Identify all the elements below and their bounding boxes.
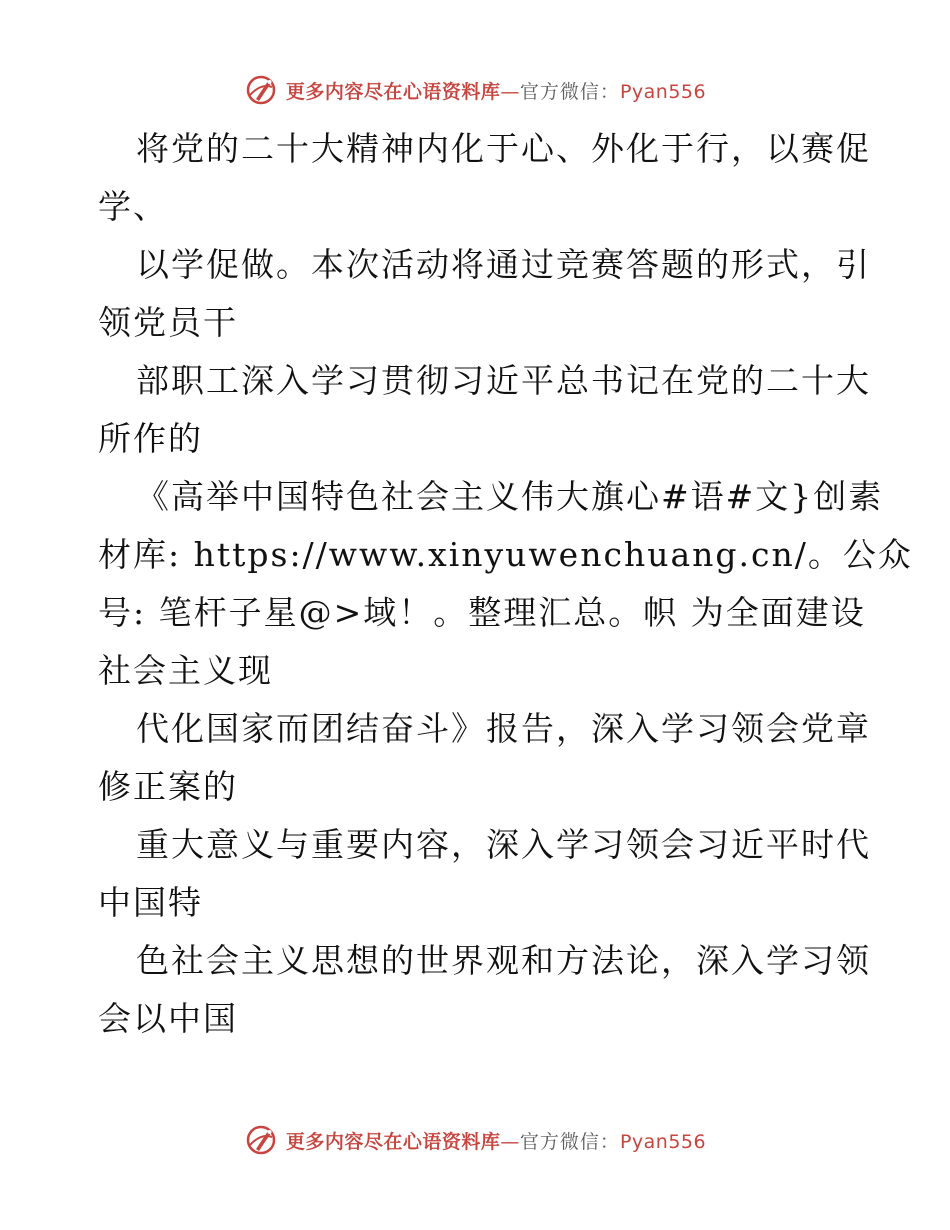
- text-line-7: 《高举中国特色社会主义伟大旗心#语#文}创素: [136, 477, 884, 516]
- text-line-12: 修正案的: [98, 767, 238, 806]
- text-line-13: 重大意义与重要内容，深入学习领会习近平时代: [136, 825, 871, 864]
- text-line-8: 材库: https://www.xinyuwenchuang.cn/。公众: [98, 535, 913, 574]
- text-line-3: 以学促做。本次活动将通过竞赛答题的形式，引: [136, 245, 871, 284]
- header-separator: —: [500, 80, 520, 103]
- text-line-11: 代化国家而团结奋斗》报告，深入学习领会党章: [136, 709, 871, 748]
- header-brand: [286, 77, 706, 104]
- header-wechat-id: Pyan556: [619, 80, 707, 103]
- text-line-2: 学、: [98, 187, 168, 226]
- header-brand-text: 更多内容尽在心语资料库: [285, 80, 501, 103]
- pen-globe-logo-icon: [244, 1123, 278, 1157]
- pen-globe-logo-icon: [244, 73, 278, 107]
- footer-brand: [286, 1127, 706, 1154]
- text-line-4: 领党员干: [98, 303, 238, 342]
- footer-banner: [0, 1120, 950, 1160]
- text-line-5: 部职工深入学习贯彻习近平总书记在党的二十大: [136, 361, 871, 400]
- text-line-6: 所作的: [98, 419, 203, 458]
- header-banner: [0, 70, 950, 110]
- footer-official-label: 官方微信：: [519, 1130, 620, 1153]
- text-line-14: 中国特: [98, 883, 203, 922]
- text-line-10: 社会主义现: [98, 651, 273, 690]
- footer-separator: —: [500, 1130, 520, 1153]
- document-body: [98, 120, 913, 1048]
- text-line-15: 色社会主义思想的世界观和方法论，深入学习领: [136, 941, 871, 980]
- text-line-9: 号: 笔杆子星@>域！。整理汇总。帜 为全面建设: [98, 593, 866, 632]
- footer-brand-text: 更多内容尽在心语资料库: [285, 1130, 501, 1153]
- text-line-16: 会以中国: [98, 999, 238, 1038]
- text-line-1: 将党的二十大精神内化于心、外化于行，以赛促: [136, 129, 871, 168]
- header-official-label: 官方微信：: [519, 80, 620, 103]
- footer-wechat-id: Pyan556: [619, 1130, 707, 1153]
